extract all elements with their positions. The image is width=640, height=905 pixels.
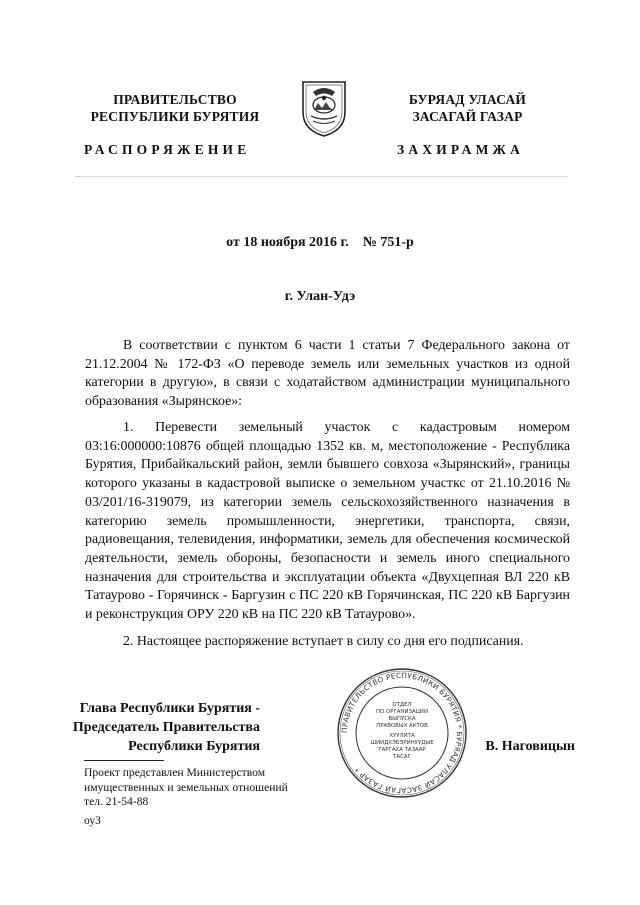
project-note-phone: тел. 21-54-88 [84,795,149,809]
issuer-line1: ПРАВИТЕЛЬСТВО [113,92,237,107]
issuer-name-bua [385,91,550,125]
signatory-title [60,699,260,756]
seal-line2: ПО ОРГАНИЗАЦИИ [376,709,428,715]
project-note [84,766,324,810]
issuer-line2-bua: ЗАСАГАЙ ГАЗАР [412,109,523,124]
seal-line1: ОТДЕЛ [392,702,412,708]
registry-code: оуЗ [84,814,101,827]
issuer-line2: РЕСПУБЛИКИ БУРЯТИЯ [90,109,260,124]
seal-line8: ТАСАГ [393,754,411,760]
seal-ring-text: ПРАВИТЕЛЬСТВО РЕСПУБЛИКИ БУРЯТИЯ * БУРЯАД УЛАСАЙ ЗАСАГАЙ ГАЗАР * [339,670,465,796]
doc-type-bua: ЗАХИРАМЖА [397,142,525,157]
preamble-paragraph: В соответствии с пунктом 6 части 1 статьи 7 Федерального закона от 21.12.2004 № 172-ФЗ «О переводе земель или земельных участков из одной категории в другую», в связи с ходатайством администрации муниципального образования «Зырянское»: [85,338,570,410]
seal-line6: ШИИДХЭБЭРИНУУДЫЕ [370,740,434,746]
signatory-title-line2: Председатель Правительства [72,720,260,735]
official-seal [335,666,469,800]
city: г. Улан-Удэ [284,289,356,304]
issuer-line1-bua: БУРЯАД УЛАСАЙ [408,92,527,107]
signatory-name: В. Наговицын [485,739,575,754]
issuer-name-ru [85,91,265,125]
doc-type-ru: РАСПОРЯЖЕНИЕ [84,142,251,157]
item-2-paragraph: 2. Настоящее распоряжение вступает в силу со дня его подписания. [123,634,524,649]
project-note-line1: Проект представлен Министерством [84,766,266,779]
coat-of-arms-icon [299,78,349,138]
signatory-title-line3: Республики Бурятия [128,739,260,754]
footer-divider [84,760,164,761]
project-note-line2: имущественных и земельных отношений [84,780,288,794]
date-number: от 18 ноября 2016 г. № 751-р [226,235,414,250]
seal-line7: ГАРГАХА ТАЗААР [378,747,426,753]
signatory-title-line1: Глава Республики Бурятия - [79,701,260,716]
item-1-paragraph: 1. Перевести земельный участок с кадастровым номером 03:16:000000:10876 общей площадью 1352 кв. м, местоположение - Республика Бурятия, Прибайкальский район, земли бывшего совхоза «Зырянский», границы которого указаны в кадастровой выписке о земельном участкс от 21.10.2016 № 03/201/16-319079, из категории земель сельскохозяйственного назначения в категорию земель промышленности, энергетики, транспорта, связи, радиовещания, телевидения, информатики, земель для обеспечения космической деятельности, земель обороны, безопасности и земель иного специального назначения для строительства и эксплуатации объекта «Двухцепная ВЛ 220 кВ Татаурово - Горячинск - Баргузин с ПС 220 кВ Горячинская, ПС 220 кВ Баргузин и реконструкция ОРУ 220 кВ на ПС 220 кВ Татаурово». [85,420,570,623]
seal-line5: ХУУЛИТА [389,733,415,739]
seal-line3: ВЫПУСКА [388,716,416,722]
header-divider [76,176,568,177]
seal-line4: ПРАВОВЫХ АКТОВ [376,723,428,729]
